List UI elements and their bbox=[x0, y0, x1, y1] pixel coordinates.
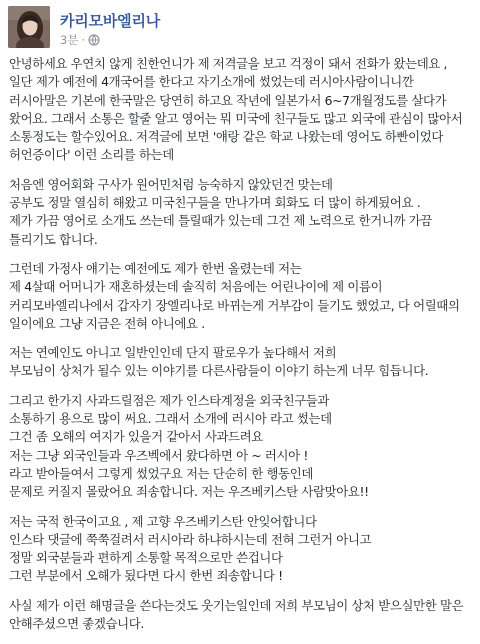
globe-icon[interactable] bbox=[88, 34, 100, 49]
post-paragraph: 저는 연예인도 아니고 일반인인데 단지 팔로우가 높다해서 저희 부모님이 상처가 될수 있는 이야기를 다른사람들이 이야기 하는게 너무 힘듭니다. bbox=[9, 345, 429, 379]
post-meta bbox=[60, 32, 100, 49]
post-paragraph: 저는 국적 한국이고요 , 제 고향 우즈베키스탄 안잊어합니다 인스타 댓글에 쭉쭉걸려서 러시아라 하냐하시는데 전혀 그런거 아니고 정말 외국분들과 편하게 소통할 목적으로만 쓴겁니다 그런 부분에서 오해가 됬다면 다시 한번 죄송합니다 ! bbox=[9, 513, 372, 584]
post-paragraph: 그리고 한가지 사과드릴점은 제가 인스타계정을 외국친구들과 소통하기 용으로 많이 써요. 그래서 소개에 러시아 라고 썼는데 그건 좀 오해의 여지가 있을거 같아서 사과드려요 저는 그냥 외국인들과 우즈벡에서 왔다하면 아 ~ 러시아 ! 라고 받아들여서 그렇게 썼었구요 저는 단순히 한 행동인데 문제로 커질지 몰랐어요 죄송합니다. 저는 우즈베키스탄 사람맞아요!! bbox=[9, 392, 369, 500]
meta-separator: · bbox=[81, 33, 86, 47]
author-avatar[interactable] bbox=[8, 6, 50, 48]
post-paragraph: 사실 제가 이런 해명글을 쓴다는것도 웃기는일인데 저희 부모님이 상처 받으실만한 말은 안해주셨으면 좋겠습니다. bbox=[9, 597, 464, 632]
post-body bbox=[9, 55, 471, 644]
post-paragraph: 그런데 가정사 얘기는 예전에도 제가 한번 올렸는데 저는 제 4살때 어머니가 재혼하셨는데 솔직히 처음에는 어린나이에 제 이름이 커리모바엘리나에서 갑자기 장엘리나로 바뀌는게 거부감이 들기도 했었고, 다 어릴때의 일이에요 그냥 지금은 전혀 아니에요 . bbox=[9, 260, 460, 331]
post-paragraph: 안녕하세요 우연치 않게 친한언니가 제 저격글을 보고 걱정이 돼서 전화가 왔는데요 , 일단 제가 예전에 4개국어를 한다고 자기소개에 썼었는데 러시아사람이니니깐 러시아말은 기본에 한국말은 당연히 하고요 작년에 일본가서 6~7개월정도를 살다가 왔어요. 그래서 소통은 할줄 알고 영어는 뭐 미국에 친구들도 많고 외국에 관심이 많아서 소통정도는 할수있어요. 저격글에 보면 '얘랑 같은 학교 나왔는데 영어도 하빤이었다 허언증이다' 이런 소리를 하는데 bbox=[9, 56, 463, 163]
post-timestamp[interactable]: 3분 bbox=[60, 33, 79, 47]
post-paragraph: 처음엔 영어회화 구사가 원어민처럼 능숙하지 않았던건 맞는데 공부도 정말 열심히 해왔고 미국친구들을 만나가며 회화도 더 많이 하게됬어요 . 제가 가끔 영어로 소개도 쓰는데 틀릴때가 있는데 그건 제 노력으로 한거니까 가끔 틀리기도 합니다. bbox=[9, 176, 432, 247]
post-header bbox=[8, 6, 472, 50]
author-name[interactable]: 카리모바엘리나 bbox=[60, 12, 161, 30]
avatar-photo bbox=[8, 6, 50, 48]
